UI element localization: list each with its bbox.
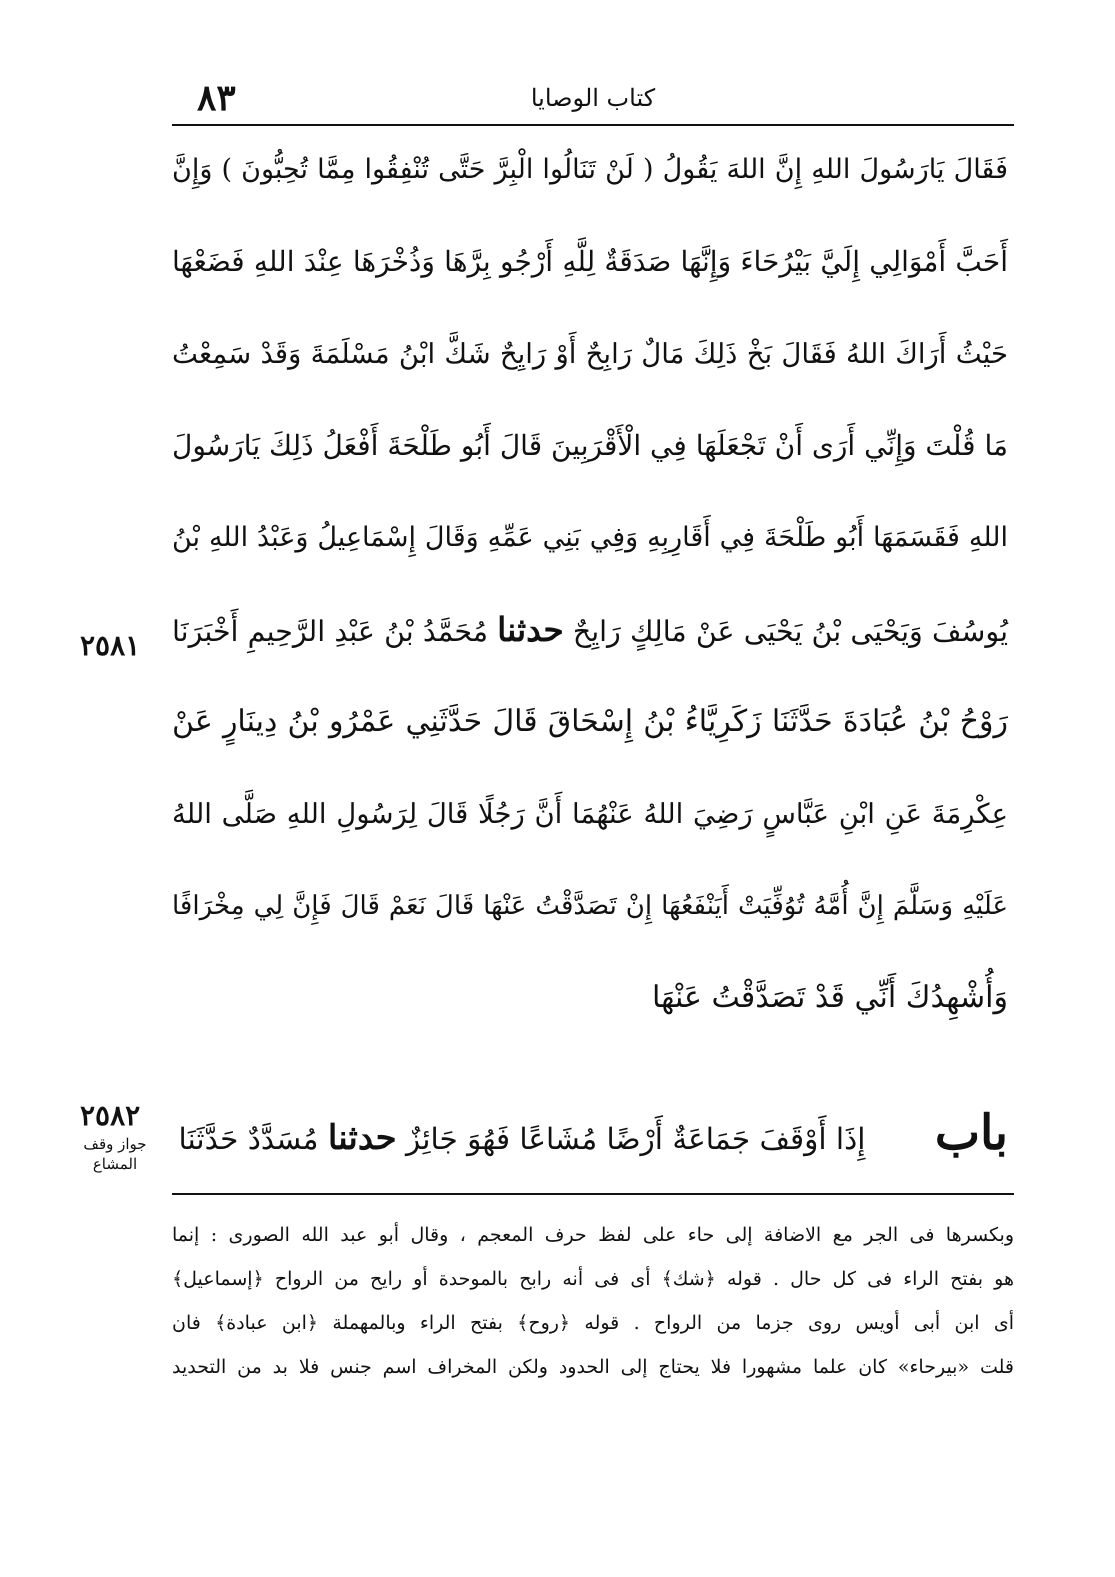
footnote-rule [172, 1193, 1014, 1195]
narrator-chain: يُوسُفَ وَيَحْيَى بْنُ يَحْيَى عَنْ مَالِكٍ رَايِحٌ [572, 615, 1009, 648]
text-line: مَا قُلْتَ وَإِنِّي أَرَى أَنْ تَجْعَلَهَا فِي الْأَقْرَبِينَ قَالَ أَبُو طَلْحَةَ أَفْعَلُ ذَلِكَ يَارَسُولَ [172, 429, 1009, 462]
hadith-number-2582: ٢٥٨٢ [80, 1099, 141, 1132]
header-rule [172, 124, 1014, 126]
footnote-line: هو بفتح الراء فى كل حال . قوله ﴿شك﴾ أى فى أنه رابح بالموحدة أو رايح من الرواح ﴿إسماعيل﴾ [172, 1268, 1014, 1290]
footnote-line: أى ابن أبى أويس روى جزما من الرواح . قوله ﴿روح﴾ بفتح الراء وبالمهملة ﴿ابن عبادة﴾ فان [172, 1312, 1014, 1334]
narrator-chain: مُسَدَّدٌ حَدَّثَنَا [178, 1122, 319, 1156]
haddathana-marker: حدثنا [497, 610, 564, 649]
narrator-chain: مُحَمَّدُ بْنُ عَبْدِ الرَّحِيمِ أَخْبَرَنَا [172, 615, 488, 648]
text-line-hadith-2581 [172, 600, 1008, 662]
page-header [172, 78, 1014, 118]
margin-note: جواز وقف المشاع [83, 1135, 147, 1173]
text-line: رَوْحُ بْنُ عُبَادَةَ حَدَّثَنَا زَكَرِيَّاءُ بْنُ إِسْحَاقَ قَالَ حَدَّثَنِي عَمْرُو بْنُ دِينَارٍ عَنْ [172, 704, 1008, 739]
bab-heading: باب [934, 1105, 1008, 1161]
book-title: كتاب الوصايا [530, 84, 656, 112]
chapter-heading [172, 1098, 1008, 1168]
text-line: وَأُشْهِدُكَ أَنِّي قَدْ تَصَدَّقْتُ عَنْهَا [651, 980, 1008, 1015]
chapter-title: إِذَا أَوْقَفَ جَمَاعَةٌ أَرْضًا مُشَاعًا فَهُوَ جَائِزٌ [406, 1122, 866, 1156]
text-line: عَلَيْهِ وَسَلَّمَ إِنَّ أُمَّهُ تُوُفِّيَتْ أَيَنْفَعُهَا إِنْ تَصَدَّقْتُ عَنْهَا قَالَ نَعَمْ قَالَ فَإِنَّ لِي مِخْرَافًا [172, 891, 1008, 921]
footnote-line: وبكسرها فى الجر مع الاضافة إلى حاء على لفظ حرف المعجم ، وقال أبو عبد الله الصورى : إنما [172, 1224, 1014, 1246]
text-line: فَقَالَ يَارَسُولَ اللهِ إِنَّ اللهَ يَقُولُ ( لَنْ تَنَالُوا الْبِرَّ حَتَّى تُنْفِقُوا مِمَّا تُحِبُّونَ ) وَإِنَّ [172, 154, 1008, 185]
text-line: حَيْثُ أَرَاكَ اللهُ فَقَالَ بَخْ ذَلِكَ مَالٌ رَابِحٌ أَوْ رَايِحٌ شَكَّ ابْنُ مَسْلَمَةَ وَقَدْ سَمِعْتُ [172, 338, 1008, 370]
haddathana-marker: حدثنا [327, 1117, 397, 1157]
page-number: ٨٣ [197, 77, 236, 119]
text-line: أَحَبَّ أَمْوَالِي إِلَيَّ بَيْرُحَاءَ وَإِنَّهَا صَدَقَةٌ لِلَّهِ أَرْجُو بِرَّهَا وَذُخْرَهَا عِنْدَ اللهِ فَضَعْهَا [172, 245, 1008, 278]
footnote-line: قلت «بيرحاء» كان علما مشهورا فلا يحتاج إلى الحدود ولكن المخراف اسم جنس فلا بد من التحديد [172, 1356, 1014, 1378]
hadith-number-2581: ٢٥٨١ [80, 629, 141, 662]
text-line: عِكْرِمَةَ عَنِ ابْنِ عَبَّاسٍ رَضِيَ اللهُ عَنْهُمَا أَنَّ رَجُلًا قَالَ لِرَسُولِ اللهِ صَلَّى اللهُ [172, 798, 1008, 830]
text-line: اللهِ فَقَسَمَهَا أَبُو طَلْحَةَ فِي أَقَارِبِهِ وَفِي بَنِي عَمِّهِ وَقَالَ إِسْمَاعِيلُ وَعَبْدُ اللهِ بْنُ [172, 522, 1008, 553]
